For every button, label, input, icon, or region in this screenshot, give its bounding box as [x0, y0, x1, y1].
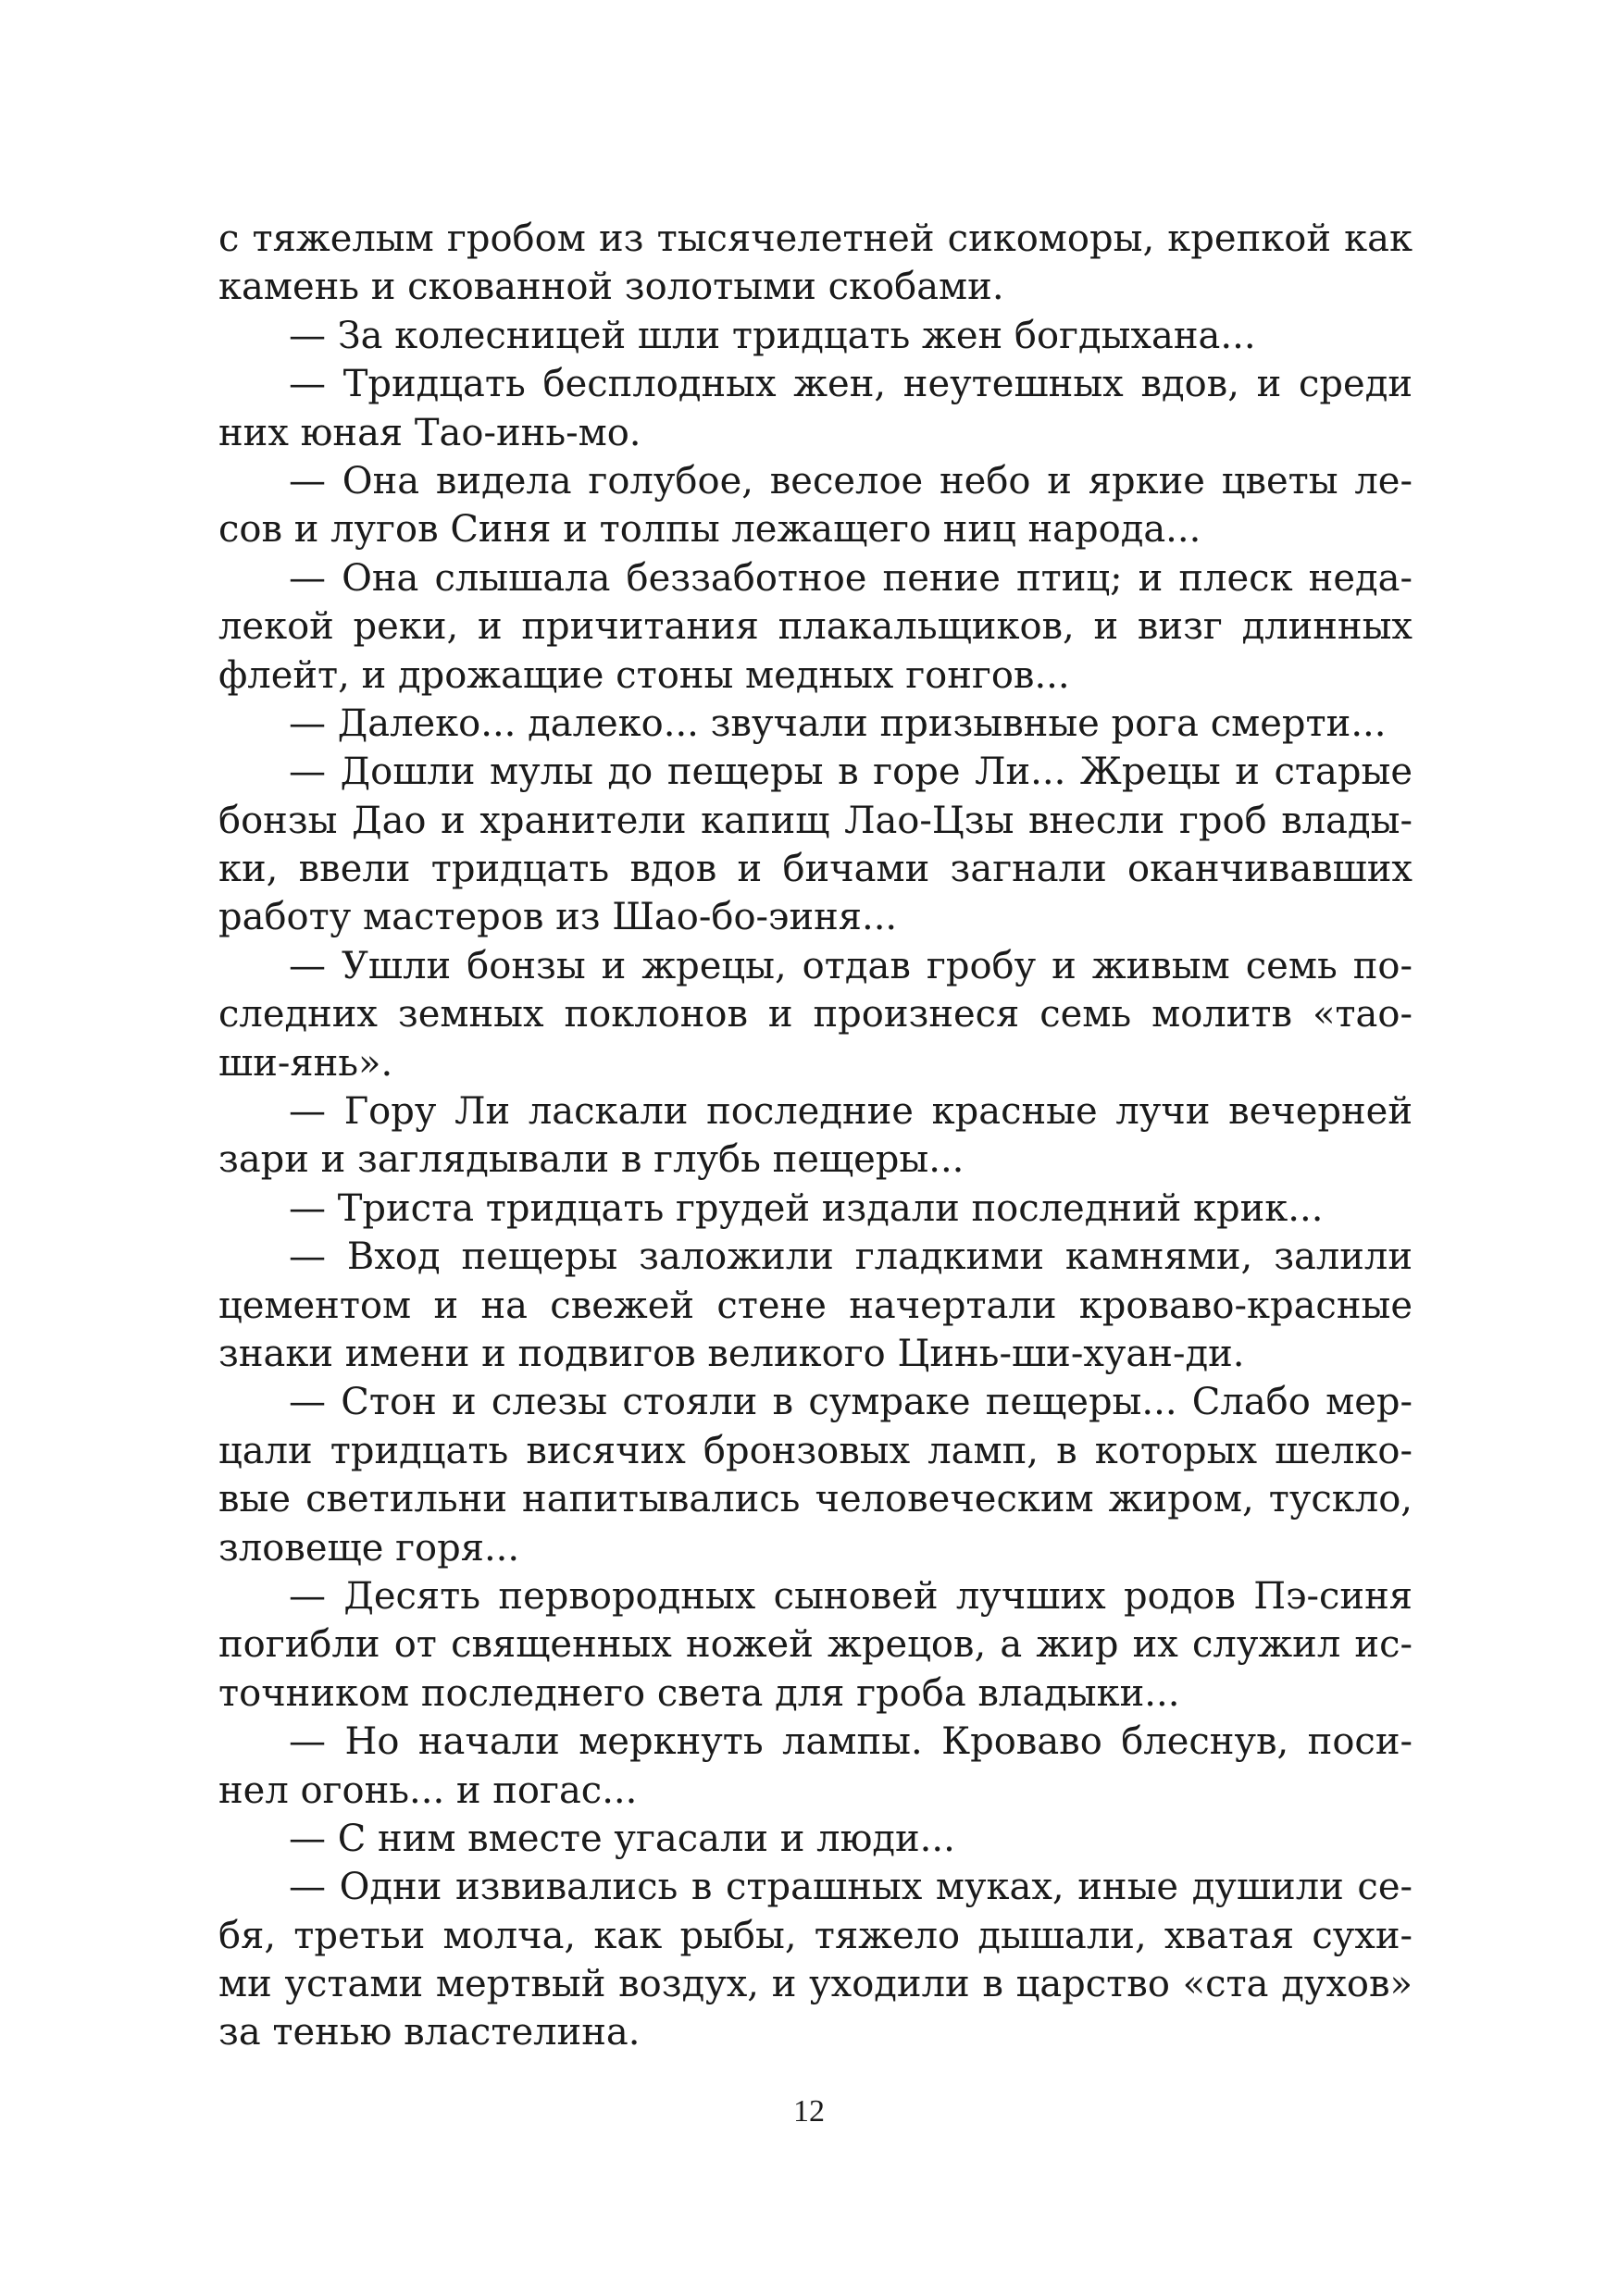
text-line: — Десять первородных сыновей лучших родов Пэ-синя — [289, 1574, 1413, 1618]
text-line: лекой реки, и причитания плакальщиков, и визг длинных — [218, 605, 1413, 649]
body-text — [218, 215, 1413, 2057]
text-line: точником последнего света для гроба владыки... — [218, 1671, 1180, 1715]
text-line: цементом и на свежей стене начертали кроваво-красные — [218, 1284, 1413, 1327]
text-line: камень и скованной золотыми скобами. — [218, 266, 1004, 309]
text-line: работу мастеров из Шао-бо-эиня... — [218, 896, 898, 939]
text-line: — Ушли бонзы и жрецы, отдав гробу и живым семь по- — [289, 944, 1413, 987]
text-line: — Одни извивались в страшных муках, иные душили се- — [289, 1866, 1413, 1909]
text-line: бонзы Дао и хранители капищ Лао-Цзы внесли гроб влады- — [218, 799, 1413, 842]
text-line: — Гору Ли ласкали последние красные лучи вечерней — [289, 1090, 1413, 1134]
text-line: — Она слышала беззаботное пение птиц; и плеск неда- — [289, 556, 1413, 600]
text-line: — За колесницей шли тридцать жен богдыхана... — [289, 314, 1256, 357]
text-line: ми устами мертвый воздух, и уходили в царство «ста духов» — [218, 1963, 1413, 2006]
text-line: — С ним вместе угасали и люди... — [289, 1817, 955, 1860]
text-line: нел огонь... и погас... — [218, 1769, 638, 1812]
text-line: зари и заглядывали в глубь пещеры... — [218, 1138, 965, 1182]
text-line: с тяжелым гробом из тысячелетней сикоморы, крепкой как — [218, 217, 1413, 260]
text-line: бя, третьи молча, как рыбы, тяжело дышали, хватая сухи- — [218, 1914, 1413, 1957]
text-line: вые светильни напитывались человеческим жиром, тускло, — [218, 1478, 1413, 1521]
text-line: знаки имени и подвигов великого Цинь-ши-хуан-ди. — [218, 1332, 1245, 1375]
text-line: — Вход пещеры заложили гладкими камнями, залили — [289, 1235, 1413, 1279]
text-line: — Стон и слезы стояли в сумраке пещеры... Слабо мер- — [289, 1381, 1413, 1424]
text-line: сов и лугов Синя и толпы лежащего ниц народа... — [218, 508, 1201, 552]
text-line: — Далеко... далеко... звучали призывные рога смерти... — [289, 701, 1387, 745]
text-line: ши-янь». — [218, 1041, 393, 1085]
text-line: погибли от священных ножей жрецов, а жир их служил ис- — [218, 1623, 1413, 1667]
text-line: них юная Тао-инь-мо. — [218, 411, 641, 454]
text-line: цали тридцать висячих бронзовых ламп, в которых шелко- — [218, 1429, 1413, 1472]
text-line: за тенью властелина. — [218, 2011, 641, 2054]
text-line: следних земных поклонов и произнеся семь молитв «тао- — [218, 993, 1413, 1036]
text-line: — Но начали меркнуть лампы. Кроваво блеснув, поси- — [289, 1720, 1413, 1764]
text-line: — Триста тридцать грудей издали последний крик... — [289, 1186, 1324, 1230]
text-line: флейт, и дрожащие стоны медных гонгов... — [218, 653, 1070, 697]
text-line: зловеще горя... — [218, 1526, 520, 1570]
text-line: ки, ввели тридцать вдов и бичами загнали оканчивавших — [218, 848, 1413, 891]
page-number: 12 — [793, 2094, 825, 2128]
text-line: — Тридцать бесплодных жен, неутешных вдов, и среди — [289, 363, 1413, 406]
text-line: — Она видела голубое, веселое небо и яркие цветы ле- — [289, 459, 1413, 503]
text-line: — Дошли мулы до пещеры в горе Ли... Жрецы и старые — [289, 751, 1413, 794]
